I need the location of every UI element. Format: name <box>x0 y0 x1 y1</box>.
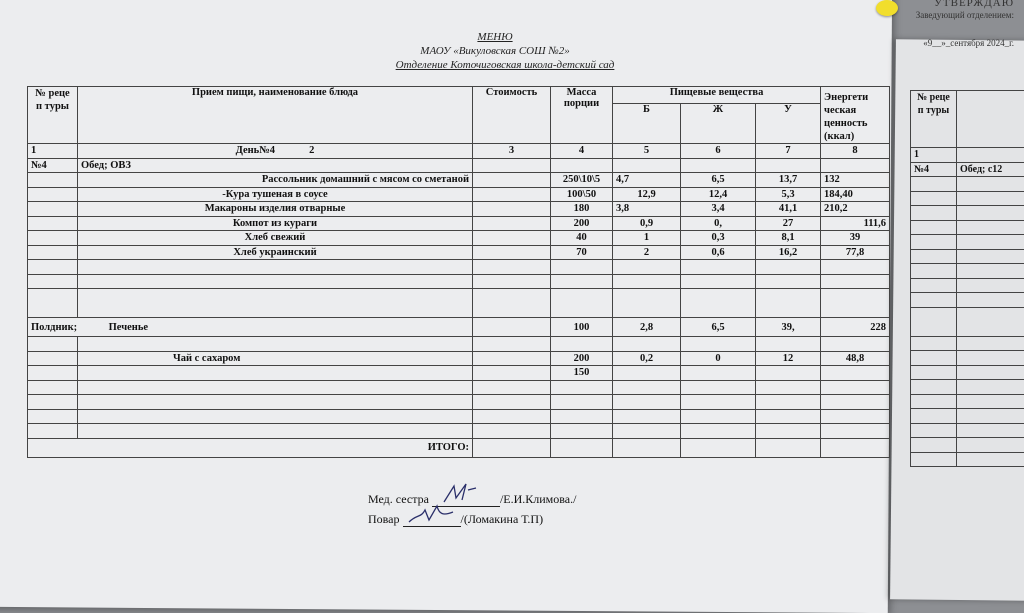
index-row <box>28 144 890 159</box>
index-cell: 1 <box>28 144 78 159</box>
approval-date: «9__»_сентября 2024_г. <box>916 38 1014 48</box>
dish-u: 13,7 <box>756 173 821 188</box>
dish-mass: 70 <box>551 245 613 260</box>
dish-name: Компот из кураги <box>78 216 473 231</box>
table-row <box>28 187 890 202</box>
table-row <box>28 173 890 188</box>
index-cell: 8 <box>821 144 890 159</box>
side-section-title: Обед; с12 <box>957 162 1024 177</box>
total-row <box>28 438 890 457</box>
index-cell: 6 <box>681 144 756 159</box>
dish-mass: 200 <box>551 216 613 231</box>
dish-kcal: 184,40 <box>821 187 890 202</box>
dish-name: Рассольник домашний с мясом со сметаной <box>78 173 473 188</box>
index-cell: 7 <box>756 144 821 159</box>
nurse-name: /Е.И.Климова./ <box>500 492 577 506</box>
dish-mass: 250\10\5 <box>551 173 613 188</box>
tea-name: Чай с сахаром <box>78 351 473 366</box>
dish-u: 8,1 <box>756 231 821 246</box>
tea-row <box>28 351 890 366</box>
dish-zh: 12,4 <box>681 187 756 202</box>
header-cost: Стоимость <box>473 87 551 144</box>
side-section-code: №4 <box>911 162 957 177</box>
dish-zh: 6,5 <box>681 173 756 188</box>
header-recipe: № реце п туры <box>28 87 78 144</box>
total-label: ИТОГО: <box>28 438 473 457</box>
snack-u: 39, <box>756 318 821 337</box>
cook-signature <box>368 512 543 527</box>
cook-signature-line <box>403 514 461 527</box>
cook-signature-scribble <box>403 502 461 526</box>
header-zh: Ж <box>681 104 756 144</box>
tea-kcal: 48,8 <box>821 351 890 366</box>
dish-name: -Кура тушеная в соусе <box>78 187 473 202</box>
cook-name: /(Ломакина Т.П) <box>461 512 544 526</box>
index-cell: 4 <box>551 144 613 159</box>
header-mass: Масса порции <box>551 87 613 144</box>
header-energy: Энергети ческая ценность (ккал) <box>821 87 890 144</box>
dish-b: 4,7 <box>613 173 681 188</box>
snack-name: Печенье <box>109 322 148 333</box>
empty-row <box>28 274 890 289</box>
empty-row <box>28 380 890 395</box>
dish-b: 12,9 <box>613 187 681 202</box>
dish-b: 1 <box>613 231 681 246</box>
dish-mass: 180 <box>551 202 613 217</box>
dish-kcal: 210,2 <box>821 202 890 217</box>
dish-zh: 0, <box>681 216 756 231</box>
dish-u: 27 <box>756 216 821 231</box>
tea-u: 12 <box>756 351 821 366</box>
header-b: Б <box>613 104 681 144</box>
index-cell: День№4 2 <box>78 144 473 159</box>
index-cell: 5 <box>613 144 681 159</box>
dish-mass: 40 <box>551 231 613 246</box>
dish-mass: 100\50 <box>551 187 613 202</box>
section-row <box>28 158 890 173</box>
side-header-recipe: № реце п туры <box>911 91 957 148</box>
side-index: 1 <box>911 148 957 163</box>
dish-name: Хлеб украинский <box>78 245 473 260</box>
empty-row <box>28 289 890 318</box>
empty-row <box>28 337 890 352</box>
school-name: МАОУ «Викуловская СОШ №2» <box>330 44 660 58</box>
index-cell: 3 <box>473 144 551 159</box>
document-title: МЕНЮ <box>330 30 660 44</box>
document-header <box>330 30 660 72</box>
dish-kcal: 132 <box>821 173 890 188</box>
dish-b: 2 <box>613 245 681 260</box>
empty-row <box>28 409 890 424</box>
empty-row <box>28 424 890 439</box>
dish-u: 41,1 <box>756 202 821 217</box>
nurse-label: Мед. сестра <box>368 492 429 506</box>
dish-kcal: 111,6 <box>821 216 890 231</box>
tea-zh: 0 <box>681 351 756 366</box>
table-row <box>28 231 890 246</box>
snack-kcal: 228 <box>821 318 890 337</box>
dish-zh: 0,3 <box>681 231 756 246</box>
tea-b: 0,2 <box>613 351 681 366</box>
nurse-signature <box>368 492 576 507</box>
section-title: Обед; ОВЗ <box>78 158 473 173</box>
dish-zh: 0,6 <box>681 245 756 260</box>
dish-u: 16,2 <box>756 245 821 260</box>
branch-name: Отделение Коточиговская школа-детский сад <box>350 58 660 72</box>
push-pin <box>876 0 898 16</box>
header-nutrients: Пищевые вещества <box>613 87 821 104</box>
head-label: Заведующий отделением: <box>916 10 1014 20</box>
snack-b: 2,8 <box>613 318 681 337</box>
table-row <box>28 366 890 381</box>
header-meal: Прием пищи, наименование блюда <box>78 87 473 144</box>
table-row <box>28 216 890 231</box>
snack-mass: 100 <box>551 318 613 337</box>
snack-cell <box>28 318 473 337</box>
tea-mass: 200 <box>551 351 613 366</box>
snack-label: Полдник; <box>31 322 77 333</box>
dish-kcal: 39 <box>821 231 890 246</box>
section-code: №4 <box>28 158 78 173</box>
dish-u: 5,3 <box>756 187 821 202</box>
dish-kcal: 77,8 <box>821 245 890 260</box>
snack-zh: 6,5 <box>681 318 756 337</box>
side-table <box>910 90 1024 467</box>
dish-name: Макароны изделия отварные <box>78 202 473 217</box>
menu-table <box>27 86 890 458</box>
table-row <box>28 202 890 217</box>
approval-title: УТВЕРЖДАЮ <box>916 0 1014 9</box>
header-u: У <box>756 104 821 144</box>
empty-row <box>28 395 890 410</box>
dish-b: 3,8 <box>613 202 681 217</box>
table-row <box>28 245 890 260</box>
snack-row <box>28 318 890 337</box>
approval-block <box>916 0 1014 48</box>
extra-mass: 150 <box>551 366 613 381</box>
cook-label: Повар <box>368 512 400 526</box>
dish-b: 0,9 <box>613 216 681 231</box>
dish-zh: 3,4 <box>681 202 756 217</box>
dish-name: Хлеб свежий <box>78 231 473 246</box>
empty-row <box>28 260 890 275</box>
